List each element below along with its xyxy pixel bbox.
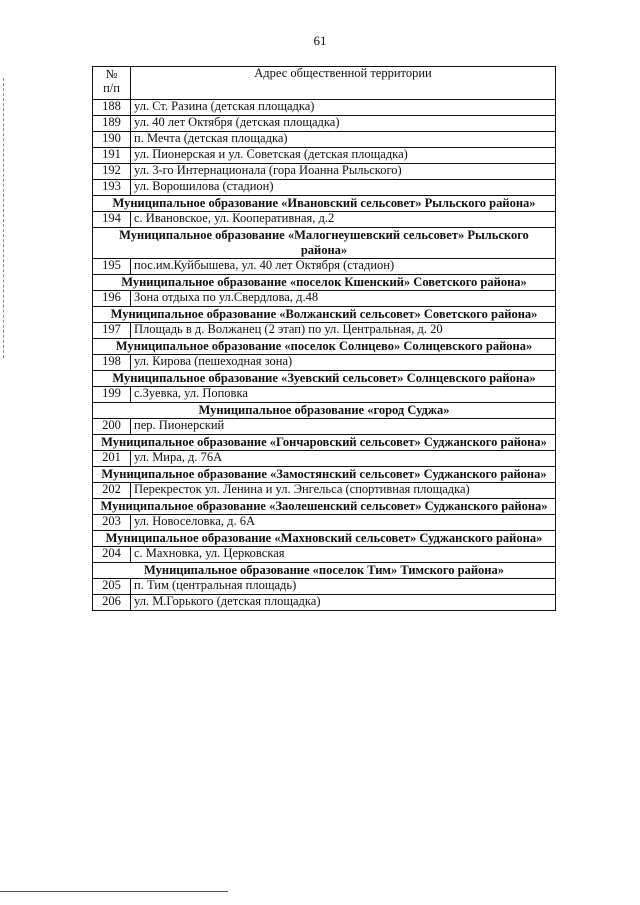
table-row <box>93 116 556 132</box>
row-number: 201 <box>93 451 131 467</box>
territory-table <box>92 66 556 611</box>
footer-rule <box>0 891 228 892</box>
row-number: 194 <box>93 212 131 228</box>
row-number: 203 <box>93 515 131 531</box>
row-address: ул. 40 лет Октября (детская площадка) <box>131 116 556 132</box>
table-row <box>93 164 556 180</box>
table-row <box>93 355 556 371</box>
section-title: Муниципальное образование «Гончаровский сельсовет» Суджанского района» <box>93 435 556 451</box>
row-address: Перекресток ул. Ленина и ул. Энгельса (спортивная площадка) <box>131 483 556 499</box>
row-number: 192 <box>93 164 131 180</box>
table-row <box>93 148 556 164</box>
section-row <box>93 563 556 579</box>
table-row <box>93 323 556 339</box>
row-address: пос.им.Куйбышева, ул. 40 лет Октября (стадион) <box>131 259 556 275</box>
row-address: п. Тим (центральная площадь) <box>131 579 556 595</box>
table-row <box>93 212 556 228</box>
row-number: 198 <box>93 355 131 371</box>
section-row <box>93 403 556 419</box>
section-row <box>93 531 556 547</box>
section-title: Муниципальное образование «Махновский сельсовет» Суджанского района» <box>93 531 556 547</box>
header-number-label: № п/п <box>103 67 120 95</box>
row-address: ул. М.Горького (детская площадка) <box>131 595 556 611</box>
page-number: 61 <box>313 33 327 48</box>
row-number: 206 <box>93 595 131 611</box>
row-address: с.Зуевка, ул. Поповка <box>131 387 556 403</box>
header-address-label: Адрес общественной территории <box>254 66 432 80</box>
table-row <box>93 100 556 116</box>
column-header-address <box>131 67 556 100</box>
row-address: ул. Новоселовка, д. 6А <box>131 515 556 531</box>
row-address: с. Ивановское, ул. Кооперативная, д.2 <box>131 212 556 228</box>
margin-dashes <box>3 78 6 358</box>
section-row <box>93 196 556 212</box>
row-address: пер. Пионерский <box>131 419 556 435</box>
table-row <box>93 132 556 148</box>
table-body <box>93 100 556 611</box>
row-number: 188 <box>93 100 131 116</box>
row-number: 202 <box>93 483 131 499</box>
row-number: 199 <box>93 387 131 403</box>
section-title: Муниципальное образование «поселок Кшенский» Советского района» <box>93 275 556 291</box>
row-address: Площадь в д. Волжанец (2 этап) по ул. Центральная, д. 20 <box>131 323 556 339</box>
row-number: 189 <box>93 116 131 132</box>
row-number: 195 <box>93 259 131 275</box>
table-row <box>93 515 556 531</box>
row-address: ул. Пионерская и ул. Советская (детская площадка) <box>131 148 556 164</box>
row-address: ул. Кирова (пешеходная зона) <box>131 355 556 371</box>
column-header-number <box>93 67 131 100</box>
row-address: ул. 3-го Интернационала (гора Иоанна Рыльского) <box>131 164 556 180</box>
row-address: ул. Ворошилова (стадион) <box>131 180 556 196</box>
row-number: 204 <box>93 547 131 563</box>
table-row <box>93 387 556 403</box>
section-row <box>93 499 556 515</box>
row-number: 193 <box>93 180 131 196</box>
row-number: 205 <box>93 579 131 595</box>
table-row <box>93 291 556 307</box>
section-row <box>93 467 556 483</box>
table-row <box>93 419 556 435</box>
row-number: 190 <box>93 132 131 148</box>
section-row <box>93 228 556 259</box>
section-row <box>93 371 556 387</box>
section-title: Муниципальное образование «Малогнеушевский сельсовет» Рыльского района» <box>93 228 556 259</box>
section-title: Муниципальное образование «Заолешенский сельсовет» Суджанского района» <box>93 499 556 515</box>
table-row <box>93 579 556 595</box>
row-number: 191 <box>93 148 131 164</box>
section-title: Муниципальное образование «поселок Тим» Тимского района» <box>93 563 556 579</box>
table-row <box>93 483 556 499</box>
section-row <box>93 339 556 355</box>
row-number: 196 <box>93 291 131 307</box>
row-address: п. Мечта (детская площадка) <box>131 132 556 148</box>
table-row <box>93 180 556 196</box>
section-title: Муниципальное образование «Замостянский сельсовет» Суджанского района» <box>93 467 556 483</box>
table-row <box>93 259 556 275</box>
table-row <box>93 595 556 611</box>
section-row <box>93 435 556 451</box>
section-title: Муниципальное образование «Ивановский сельсовет» Рыльского района» <box>93 196 556 212</box>
section-title: Муниципальное образование «Зуевский сельсовет» Солнцевского района» <box>93 371 556 387</box>
row-number: 200 <box>93 419 131 435</box>
table-row <box>93 451 556 467</box>
row-address: ул. Ст. Разина (детская площадка) <box>131 100 556 116</box>
row-number: 197 <box>93 323 131 339</box>
row-address: ул. Мира, д. 76А <box>131 451 556 467</box>
section-row <box>93 275 556 291</box>
table-header-row <box>93 67 556 100</box>
section-title: Муниципальное образование «город Суджа» <box>93 403 556 419</box>
row-address: Зона отдыха по ул.Свердлова, д.48 <box>131 291 556 307</box>
row-address: с. Махновка, ул. Церковская <box>131 547 556 563</box>
section-row <box>93 307 556 323</box>
section-title: Муниципальное образование «поселок Солнцево» Солнцевского района» <box>93 339 556 355</box>
section-title: Муниципальное образование «Волжанский сельсовет» Советского района» <box>93 307 556 323</box>
table-row <box>93 547 556 563</box>
